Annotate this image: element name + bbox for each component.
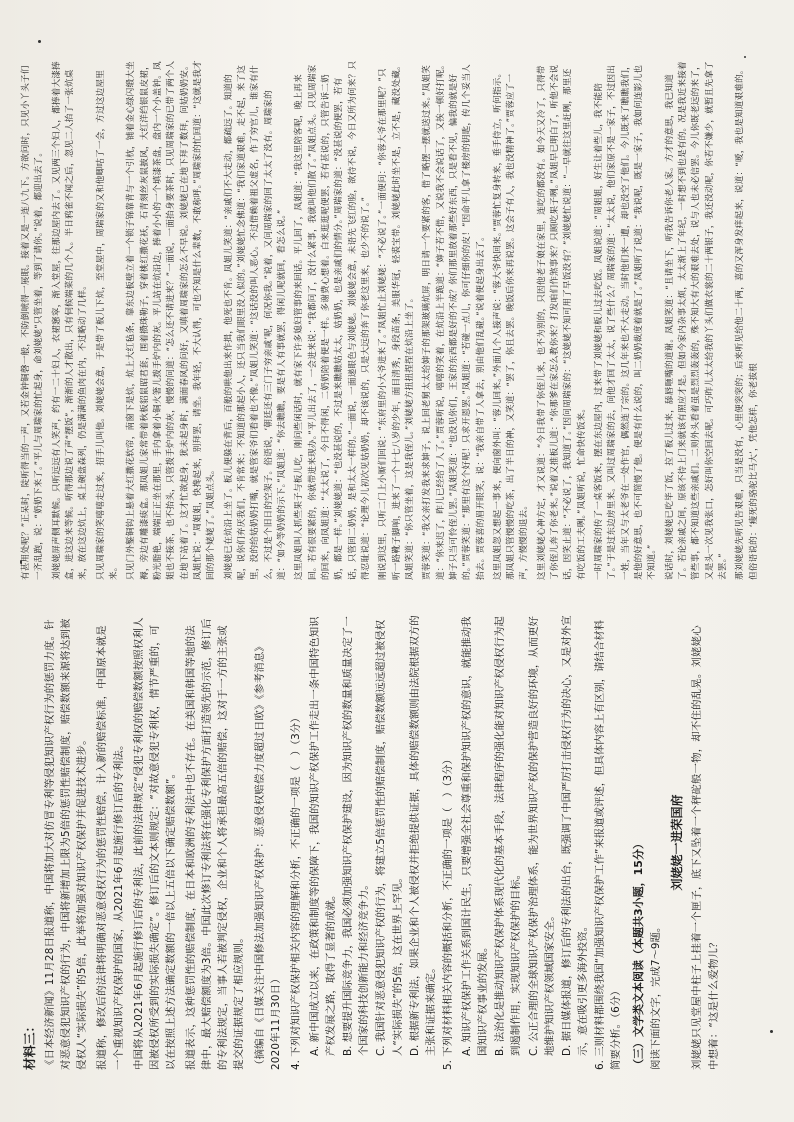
section-heading: （三）文学类文本阅读（本题共3小题，15分） [632,838,646,1070]
question-5: 5. 下列对材料相关内容的概括和分析，不正确的一项是（ ）（3分） [441,754,454,1070]
option-5b: B. 法治化是推动知识产权保护体系现代化的基本手段，法律程序的强化能对知识产权侵权行为起到遏制作用，实现知识产权保护的目标。 [494,616,523,1056]
story-paragraph: 那刘姥姥先听见告艰难，只当是没有，心里便突突的；后来听见给他二十两，喜的又浑身发痒起来，说道：“嗳，我也是知道艰难的。但俗语说的：‘瘦死的骆驼比马大’，凭他怎样，你老拔根 [735,65,759,580]
material-paragraph: 中国将从2021年6月起施行修订后的专利法，此前的法律规定“侵犯专利权的赔偿数额按照权利人因被侵权所受到的实际损失确定”。修订后的文本则规定：“对故意侵犯专利权，情节严重的，可以在按照上述方法确定数额的一倍以上五倍以下确定赔偿数额”。 [132,617,177,1070]
page-gutter [20,588,760,608]
left-page [20,615,760,1070]
source-citation: （摘编自《日媒关注中国修法加强知识产权保护：恶意侵权赔偿力度超过日欧》《参考消息》2020年11月30日） [253,640,282,1070]
story-paragraph: 刘姥姥屏声侧耳默候。只听远远有人笑声，约有一二十妇人，衣裙窸窣，渐入堂屋，往那边屋内去了。又见两三个妇人，都捧着大漆捧盒，进这边来等候。听得那边说了声“摆饭”，渐渐的人才散出，只有伺候端菜的几个人。半日鸦雀不闻之后，忽见二人抬了一张炕桌来，放在这边炕上，桌上碗盘森列，仍是满满的鱼肉在内，不过略动了几样。 [51,61,89,580]
material-paragraph: 《日本经济新闻》11月28日报道称，中国将加大对仿冒专利等侵犯知识产权行为的惩罚力度。针对恶意侵犯知识产权的行为，中国将新增加上限为5倍的惩罚性赔偿制度，赔偿数额来源将达到被侵权人“实际损失”的5倍，此举将加强对知识产权保护并促进技术进步。 [44,618,89,1070]
story-paragraph: 这里凤姐忽又想起一事来，便向窗外叫：“蓉儿回来。”外面几个人接声说：“蓉大爷快回来。”贾蓉忙复身转来，垂手侍立，听何指示。那凤姐只管慢慢的吃茶，出了半日的神，又笑道：“罢了，你且去罢。晚饭后你来再说罢。这会子有人，我也没精神了。”贾蓉应了一声，方慢慢的退去。 [492,68,530,580]
story-paragraph: 刘姥姥只见堂屋中柱子上挂着一个匣子，底下又坠着一个秤砣般一物，却不住的乱晃。刘姥姥心中想着：“这是什么爱物儿？ [691,625,720,1070]
story-paragraph: 一时周瑞家的传了一桌客饭来，摆在东边屋内，过来带了刘姥姥和板儿过去吃饭。凤姐说道：“周姐姐，好生让着些儿，我不能陪了。”于是过东边房里来。又叫过周瑞家的去，问他才回了太太，说了些什么？周瑞家的道：“太太说，他们家原不是一家子，不过因出一姓，当年又与太老爷在一处作官，偶然连了宗的。这几年来也不大走动。当时他们来一遭，却也没空了他们。今儿既来了瞧瞧我们，是他的好意思，也不可简慢了他。便是有什么说的，叫二奶奶裁度着就是了。”凤姐听了说道：“我说呢，既是一家子，我如何连影儿也不知道。” [594,61,658,580]
right-page [20,60,760,580]
option-4a: A. 新中国成立以来，在政策和制度等的保障下，我国的知识产权保护工作走出一条中国特色知识产权发展之路，取得了显著的成就。 [308,616,337,1056]
story-paragraph: 刚说到这里，只听二门上小厮们回说：“东府里的小大爷进来了。”凤姐忙止刘姥姥：“不必说了。”一面便问：“你蓉大爷在那里呢？”只听一路靴子脚响，进来了一个十七八岁的少年，面目清秀，身段苗条，美服华冠，轻裘宝带。刘姥姥此时坐不是，立不是，藏没处藏。凤姐笑道：“你只管坐着，这是我侄儿。”刘姥姥方扭扭捏捏在炕沿上坐了。 [378,61,415,580]
option-5a: A. 知识产权保护工作关系到国计民生，只要增强全社会尊重和保护知识产权的意识，就能推动我国知识产权事业的发展。 [461,616,490,1056]
rotated-exam-spread [20,60,760,1070]
material-paragraph: 报道称，修改后的法律将明确对恶意侵权行为的惩罚性赔偿，计入新的赔偿标准，中国原本就是一个重视知识产权保护的国家，从2021年6月起施行修订后的专利法。 [96,625,125,1070]
story-paragraph: 这里刘姥姥心神方定，才又说道：“今日我带了你侄儿来，也不为别的，只因他老子娘在家里，连吃的都没有。如今天又冷了，只得带了你侄儿奔了你老来。”说着又推板儿道：“你那爹在家怎么教你来？打发咱们作煞事来？只顾吃果子咧。”凤姐早已明白了，听他不会说话，因笑止道：“不必说了，我知道了。”因问周瑞家的：“这姥姥不知可用了早饭没有？”刘姥姥忙说道：“一早就往这里赶咧，那里还有吃饭的工夫咧。”凤姐听说，忙命快传饭来。 [536,64,587,580]
option-4d: D. 根据新专利法，如果企业和个人被侵权并拒绝提供证据，具体的赔偿数额则由法院根据双方的主张和证据来确定。 [408,615,437,1056]
question-6: 6. 三则材料都围绕我国“加强知识产权保护工作”来报道或评述，但具体内容上有区别，请结合材料简要分析。（6分） [594,620,623,1070]
speck-mark [38,40,41,43]
option-5d: D. 据日媒体报道，修订后的专利法的出台，既强调了中国严厉打击侵权行为的决心，又是对外宣示，意在吸引更多海外投资。 [560,615,589,1056]
story-paragraph: 只见周瑞家的笑嘻嘻走过来，招手儿叫他。刘姥姥会意，于是带了板儿下炕，至堂屋中，周瑞家的又和他唧咕了一会，方过这边屋里来。 [95,69,119,580]
speck-mark [744,56,746,58]
option-4b: B. 想要提升国际竞争力，我国必须加强知识产权保护建设，因为知识产权的数量和质量决定了一个国家的科技创新能力和经济竞争力。 [342,616,371,1056]
story-paragraph: 这里凤姐叫人抓些果子与板儿吃，刚问些闲话时，就有家下许多媳妇管事的来回话。平儿回了，凤姐道：“我这里陪客呢，晚上再来回。若有很要紧的，你就带进来现办。”平儿出去了，一会进来说：“我都问了，没什么紧事，我就叫他们散了。”凤姐点头。只见周瑞家的回来，向凤姐道：“太太说了，今日不得闲，二奶奶陪着便是一样。多谢费心想着。白来逛逛呢便罢，若有甚说的，只管告诉二奶奶，都是一样。”刘姥姥道：“也没甚说的，不过是来瞧瞧姑太太，姑奶奶，也是亲戚们的情分。”周瑞家的道：“没甚说的便罢，若有话，只管回二奶奶，是和太太一样的。”一面说，一面递眼色与刘姥姥。刘姥姥会意，未语先飞红的脸，欲待不说，今日又所为何来？只得忍耻说道：“论理今儿初次见姑奶奶，却不该说的，只是大远的奔了你老这里来，也少不的说了。” [294,60,371,580]
question-4: 4. 下列对知识产权保护相关内容的理解和分析，不正确的一项是（ ）（3分） [289,712,302,1070]
story-paragraph: 贾蓉笑道：“我父亲打发我来求婶子，说上回老舅太太给婶子的那架玻璃炕屏，明日请一个要紧的客，借了略摆一摆就送过来。”凤姐笑道：“你来迟了，昨儿已经给了人了。”贾蓉听说，嘻嘻的笑着，在炕沿上半跪道：“婶子若不借，又说我不会说话了，又挨一顿好打呢。婶子只当可怜侄儿罢。”凤姐笑道：“也没见你们，王家的东西都是好的不成？你们那里放着那些好东西，只是看不见，偏我的就是好的。”贾蓉笑道：“那里有这个好呢！只求开恩罢。”凤姐道：“若碰一点儿，你可仔细你的皮！”因命平儿拿了楼房的钥匙，传几个妥当人抬去。贾蓉喜的眉开眼笑，说：“我亲自带了人拿去，别由他们乱碰。”说着便起身出去了。 [422,60,486,580]
story-paragraph: 刘姥姥已在炕沿上坐了。板儿便躲在背后，百般的哄他出来作揖，他死也不肯。凤姐儿笑道：“亲戚们不大走动，都疏远了。知道的呢，说你们弃厌我们，不肯常来；不知道的那起小人，还只当我们眼里没人似的。”刘姥姥忙念佛道：“我们家道艰难，走不起，来了这里，没的给姑奶奶打嘴，就是管家爷们看着也不像。”凤姐儿笑道：“这话没的叫人恶心。不过借赖着祖父虚名，作了穷官儿，谁家有什么，不过是个旧日的空架子。俗语说，‘朝廷还有三门子穷亲戚’呢，何况你我。”说着，又问周瑞家的回了太太了没有。周瑞家的道：“如今等奶奶的示下。”凤姐道：“你去瞧瞧，要是有人有事就罢，得闲儿呢就回，看怎么说。” [223,64,287,580]
section-instructions: 阅读下面的文字，完成7～9题。 [650,921,663,1070]
option-4c: C. 我国针对恶意侵犯知识产权的行为，将建立5倍惩罚性的赔偿制度，赔偿数额远远超过被侵权人“实际损失”的5倍，这在世界上罕见。 [375,619,404,1056]
story-paragraph: 有甚用处呢？”正呆时，陡听得当的一声，又若金钟铜磬一般，不防倒唬得一展眼。接着又是一连八九下。方欲问时，只见小丫头子们一齐乱跑，说：“奶奶下来了。”平儿与周瑞家的忙起身，命刘姥姥“只管坐着，等到了请你。”说着，都迎出去了。 [21,65,45,580]
option-5c: C. 公正合理的全球知识产权保护治理体系，能为世界知识产权的保护营造良好的环境，从而更好地维护知识产权领域国家安全。 [527,616,556,1056]
material-title: 材料三： [22,1019,37,1070]
material-paragraph: 报道表示，这种惩罚性的赔偿制度，在日本和欧洲的专利法中也不存在。在美国和韩国等地的法律中，最大赔偿额度为3倍。中国此次修订专利法将在强化专利保护方面打造领先的示范，修订后的专利法规定，当事人若被判定侵权，企业和个人将承担最高五倍的赔偿，这对于一方的主张或提交的证据规定了相应规则。 [185,618,246,1070]
speck-mark [770,1030,773,1033]
story-title: 刘姥姥一进荣国府 [670,794,685,891]
story-paragraph: 只见门外錾铜钩上悬着大红撒花软帘，南窗下是炕，炕上大红毡条，靠东边板壁立着一个锁子锦靠背与一个引枕，铺着金心绿闪缎大坐褥，旁边有雕漆痰盒。那凤姐儿家常带着秋板貂鼠昭君套，围着攒珠勒子，穿着桃红撒花袄，石青刻丝灰鼠披风，大红洋绉银鼠皮裙，粉光脂艳，端端正正坐在那里，手内拿着小铜火箸儿拨手炉内的灰。平儿站在炕沿边，捧着小小的一个填漆茶盘，盘内一个小盖钟。凤姐也不接茶，也不抬头，只管拨手炉内的灰，慢慢的问道：“怎么还不请进来？”一面说，一面抬身要茶时，只见周瑞家的已带了两个人在地下站着了。这才忙欲起身，犹未起身时，满面春风的问好，又嗔着周瑞家的怎么不早说。刘姥姥已在地下拜了数拜，问姑奶奶安。凤姐忙说：“周姐姐，快搀起来，别拜罢，请坐。我年轻，不大认得，可也不知是什么辈数，不敢称呼。”周瑞家的忙回道：“这就是我才回的那个姥姥了。”凤姐点头。 [126,60,217,580]
story-paragraph: 说话时，刘姥姥已吃毕了饭，拉了板儿过来，舔唇咂嘴的道谢。凤姐笑道：“且请坐下，听我告诉你老人家。方才的意思，我已知道了。若论亲戚之间，原该不待上门来就该有照应才是。但如今家内杂事太烦，太太渐上了年纪，一时想不到也是有的。况是我近来接着管些事，都不知道这些亲戚们。二则外头看着虽是烈烈轰轰的，殊不知大有大的艰难去处，说与人也未必信罢。今儿你既老远的来了，又是头一次见我张口，怎好叫你空回去呢。可巧昨儿太太给我的丫头们做衣裳的二十两银子，我还没动呢，你若不嫌少，就暂且先拿了去罢。” [664,61,729,580]
